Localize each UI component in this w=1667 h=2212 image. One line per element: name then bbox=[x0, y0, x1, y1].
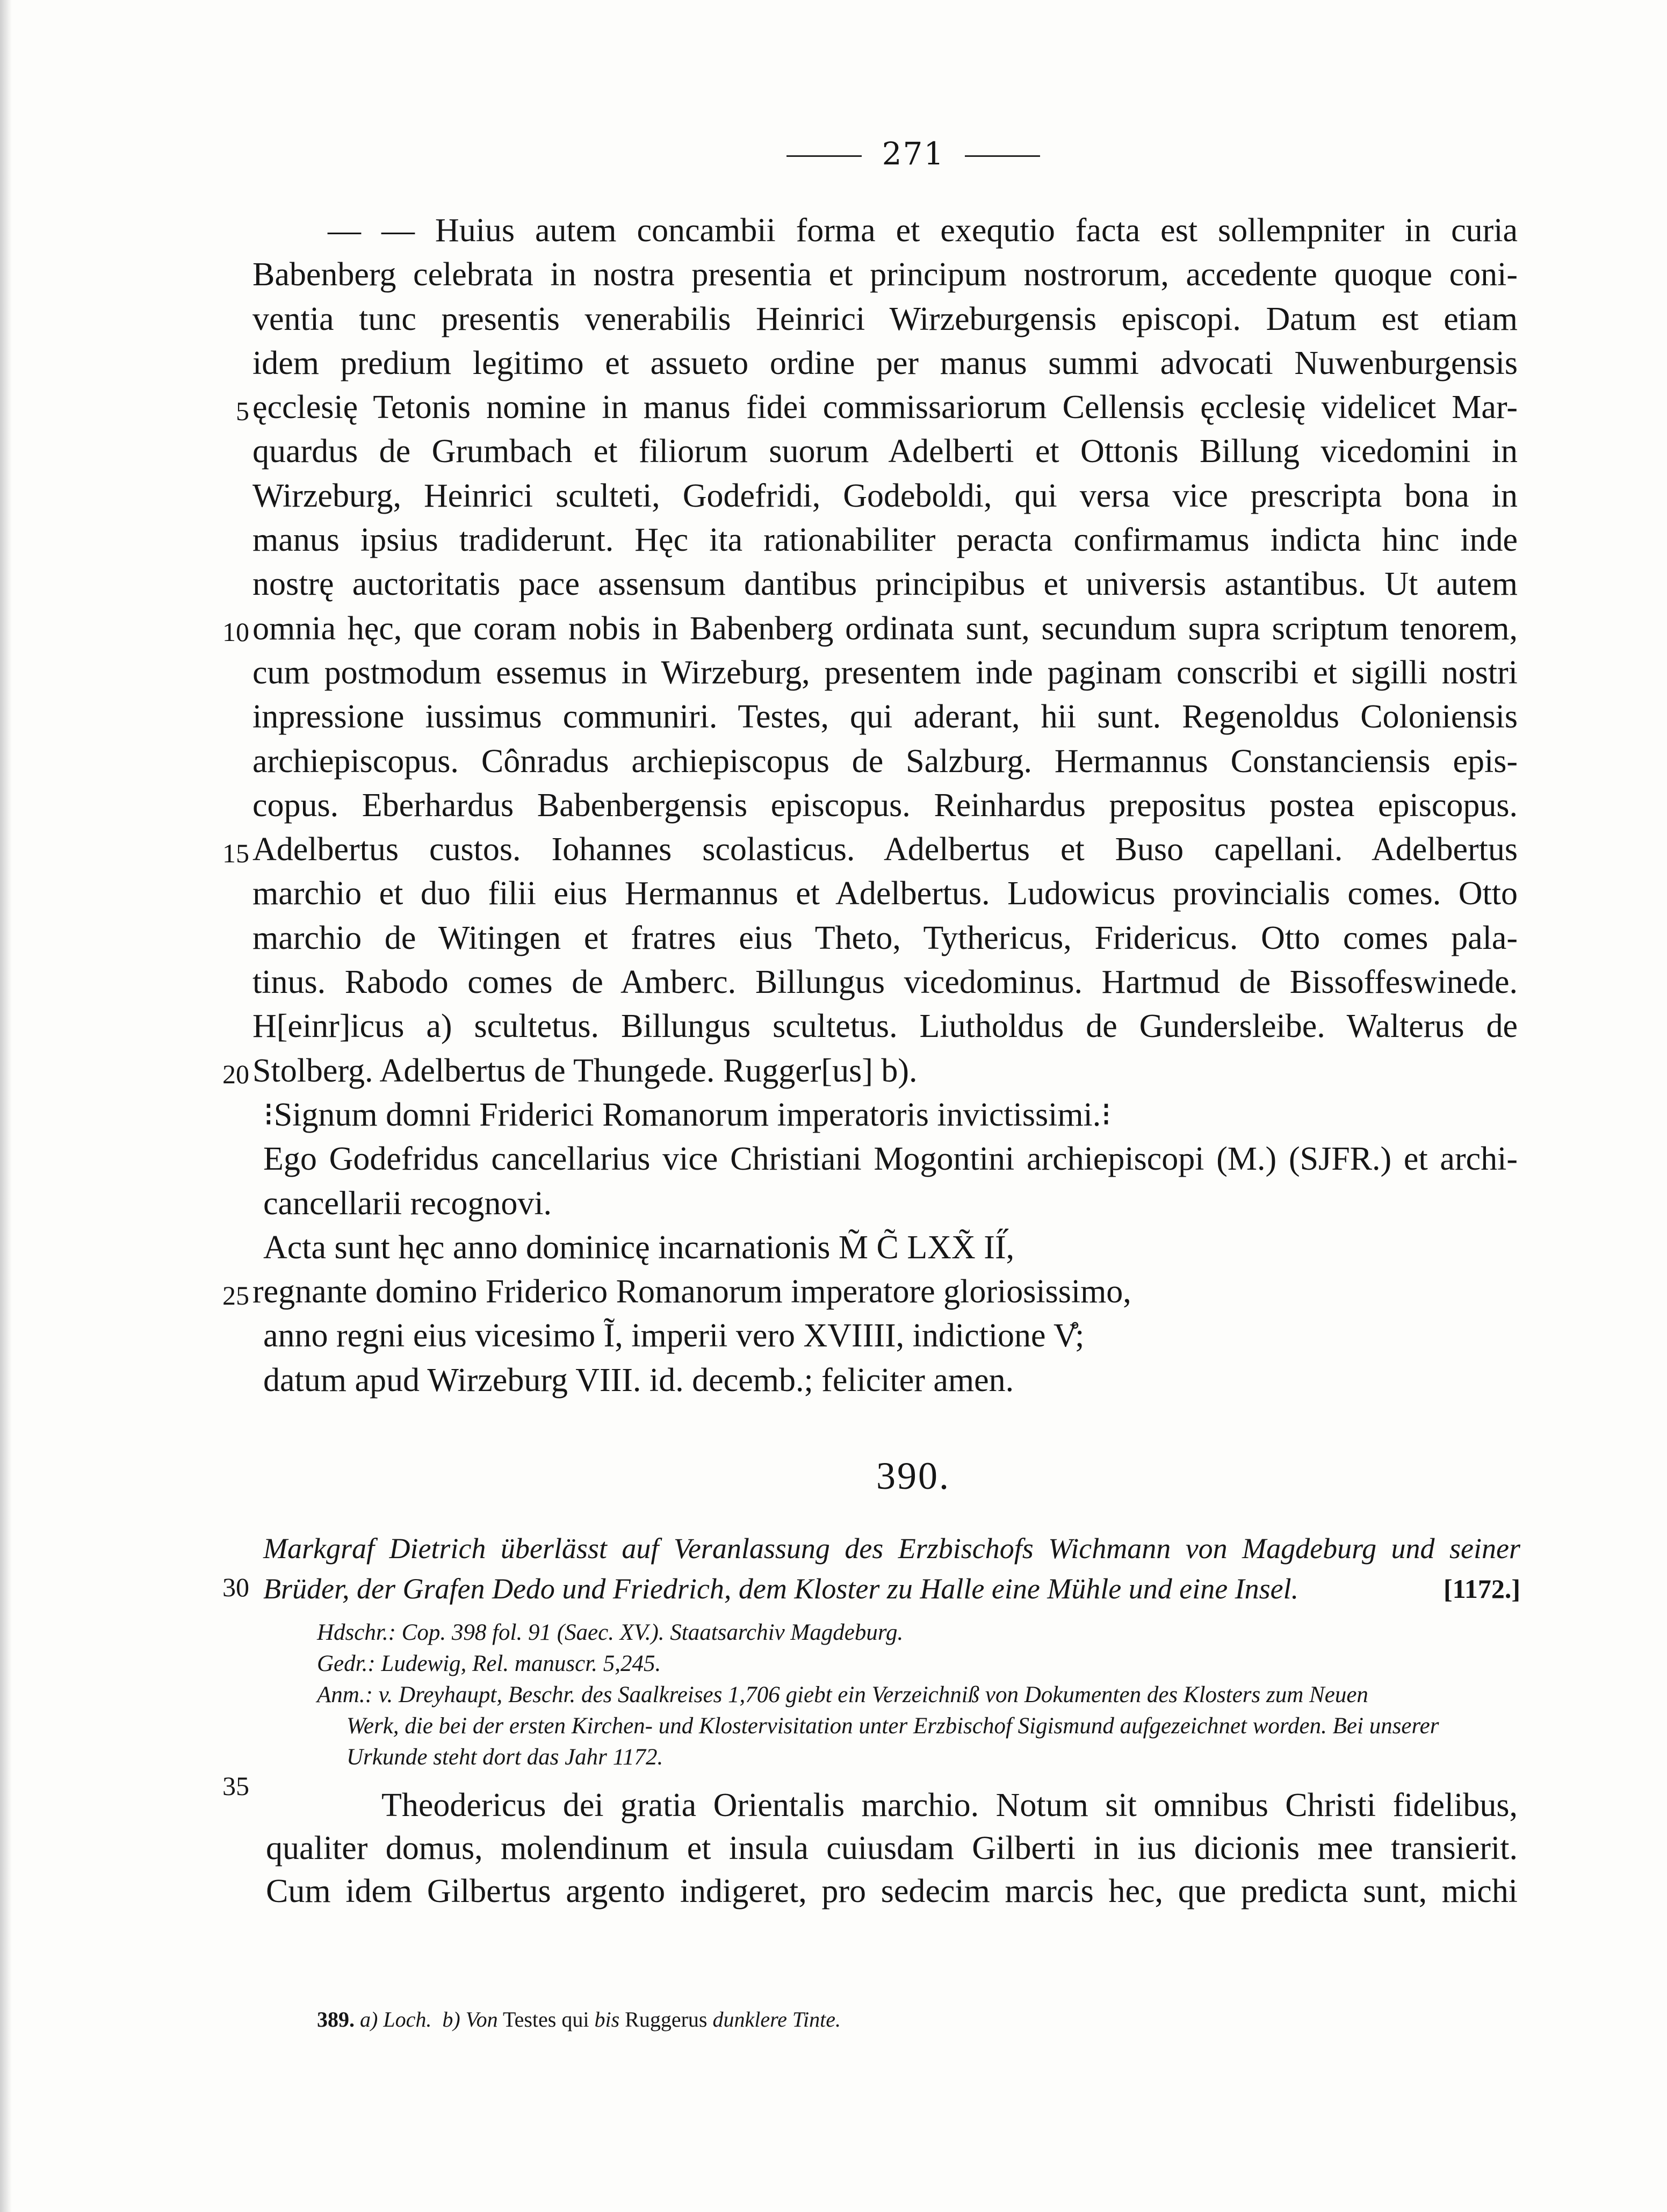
text-line: copus. Eberhardus Babenbergensis episcopus. Reinhardus prepositus postea episcopus. bbox=[252, 787, 1518, 824]
footnote-b-word1: Testes qui bbox=[502, 2007, 589, 2031]
text-line: cum postmodum essemus in Wirzeburg, presentem inde paginam conscribi et sigilli nostri bbox=[252, 654, 1518, 691]
line-number-35: 35 bbox=[222, 1771, 249, 1801]
page-edge-shadow bbox=[0, 0, 12, 2212]
recognition-line: Ego Godefridus cancellarius vice Christiani Mogontini archiepiscopi (M.) (SJFR.) et archi- bbox=[263, 1141, 1518, 1178]
line-number-20: 20 bbox=[222, 1059, 249, 1089]
text-line: marchio de Witingen et fratres eius Theto, Tythericus, Fridericus. Otto comes pala- bbox=[252, 919, 1518, 956]
text-line: idem predium legitimo et assueto ordine per manus summi advocati Nuwenburgensis bbox=[252, 344, 1518, 381]
document-number: 390. bbox=[876, 1454, 950, 1497]
regest-date: [1172.] bbox=[1443, 1574, 1520, 1604]
regest-line: Markgraf Dietrich überlässt auf Veranlassung des Erzbischofs Wichmann von Magdeburg und seiner bbox=[263, 1532, 1520, 1565]
text-line: ventia tunc presentis venerabilis Heinrici Wirzeburgensis episcopi. Datum est etiam bbox=[252, 300, 1518, 337]
text-line: archiepiscopus. Cônradus archiepiscopus de Salzburg. Hermannus Constanciensis epis- bbox=[252, 743, 1518, 780]
line-number-5: 5 bbox=[236, 396, 249, 426]
text-line: tinus. Rabodo comes de Amberc. Billungus vicedominus. Hartmud de Bissoffeswinede. bbox=[252, 964, 1518, 1001]
footnote-b-post: dunklere Tinte. bbox=[712, 2007, 841, 2031]
text-line: Wirzeburg, Heinrici sculteti, Godefridi, Godeboldi, qui versa vice prescripta bona in bbox=[252, 477, 1518, 514]
page-number bbox=[0, 135, 1667, 172]
apparatus-note-cont: Werk, die bei der ersten Kirchen- und Klostervisitation unter Erzbischof Sigismund aufgezeichnet worden. Bei unserer bbox=[347, 1713, 1439, 1739]
text-line: — — Huius autem concambii forma et exequtio facta est sollempniter in curia bbox=[328, 212, 1518, 249]
text-line: manus ipsius tradiderunt. Hęc ita rationabiliter peracta confirmamus indicta hinc inde bbox=[252, 522, 1518, 559]
datum-line: datum apud Wirzeburg VIII. id. decemb.; feliciter amen. bbox=[263, 1361, 1014, 1399]
text-line: H[einr]icus a) scultetus. Billungus scultetus. Liutholdus de Gundersleibe. Walterus de bbox=[252, 1008, 1518, 1045]
text-line: Cum idem Gilbertus argento indigeret, pro sedecim marcis hec, que predicta sunt, michi bbox=[266, 1873, 1518, 1910]
apparatus-note: Anm.: v. Dreyhaupt, Beschr. des Saalkreises 1,706 giebt ein Verzeichniß von Dokumenten des Klosters zum Neuen bbox=[317, 1682, 1368, 1707]
apparatus-manuscript: Hdschr.: Cop. 398 fol. 91 (Saec. XV.). Staatsarchiv Magdeburg. bbox=[317, 1620, 904, 1645]
text-line: qualiter domus, molendinum et insula cuiusdam Gilberti in ius dicionis mee transierit. bbox=[266, 1830, 1518, 1867]
text-line: cancellarii recognovi. bbox=[263, 1185, 552, 1222]
main-text-block bbox=[252, 208, 1518, 1402]
page-number-text: 271 bbox=[882, 135, 945, 172]
line-number-25: 25 bbox=[222, 1280, 249, 1310]
page-number-rule-right bbox=[965, 155, 1040, 157]
text-line: quardus de Grumbach et filiorum suorum Adelberti et Ottonis Billung vicedomini in bbox=[252, 433, 1518, 470]
apparatus-note-cont: Urkunde steht dort das Jahr 1172. bbox=[347, 1745, 663, 1770]
text-line: inpressione iussimus communiri. Testes, qui aderant, hii sunt. Regenoldus Coloniensis bbox=[252, 698, 1518, 736]
page-number-rule-left bbox=[786, 155, 862, 157]
text-line: Babenberg celebrata in nostra presentia et principum nostrorum, accedente quoque coni- bbox=[252, 256, 1518, 293]
text-line: ęcclesię Tetonis nomine in manus fidei commissariorum Cellensis ęcclesię videlicet Mar- bbox=[252, 389, 1518, 426]
datum-line: anno regni eius vicesimo Ĩ, imperii vero XVIIII, indictione V̊; bbox=[263, 1317, 1085, 1354]
signum-line: ⁝Signum domni Friderici Romanorum imperatoris invictissimi.⁝ bbox=[263, 1096, 1112, 1133]
text-line: Theodericus dei gratia Orientalis marchio. Notum sit omnibus Christi fidelibus, bbox=[381, 1787, 1518, 1824]
footnote-b-mid: bis bbox=[594, 2007, 620, 2031]
footnote-b-pre: Von bbox=[465, 2007, 498, 2031]
line-number-30: 30 bbox=[222, 1572, 249, 1602]
footnote-b-label: b) bbox=[442, 2007, 460, 2031]
regest-line-last bbox=[263, 1569, 1520, 1609]
datum-line: Acta sunt hęc anno dominicę incarnationis M̃ C̃ LXX̃ II̋, bbox=[263, 1229, 1015, 1266]
regest-line-text: Brüder, der Grafen Dedo und Friedrich, dem Kloster zu Halle eine Mühle und eine Insel. bbox=[263, 1573, 1299, 1605]
footnote-number: 389. bbox=[317, 2007, 355, 2031]
regest bbox=[263, 1529, 1520, 1609]
text-line: marchio et duo filii eius Hermannus et Adelbertus. Ludowicus provincialis comes. Otto bbox=[252, 875, 1518, 912]
line-number-10: 10 bbox=[222, 617, 249, 647]
apparatus bbox=[317, 1617, 1515, 1773]
document-text bbox=[266, 1784, 1518, 1913]
line-number-15: 15 bbox=[222, 838, 249, 868]
footnote-b-word2: Ruggerus bbox=[625, 2007, 708, 2031]
footnote-a-text: Loch. bbox=[383, 2007, 432, 2031]
datum-line: regnante domino Friderico Romanorum imperatore gloriosissimo, bbox=[252, 1273, 1131, 1310]
footnote bbox=[317, 2007, 841, 2032]
footnote-a-label: a) bbox=[360, 2007, 378, 2031]
apparatus-printed: Gedr.: Ludewig, Rel. manuscr. 5,245. bbox=[317, 1651, 661, 1676]
text-line: omnia hęc, que coram nobis in Babenberg ordinata sunt, secundum supra scriptum tenorem, bbox=[252, 610, 1518, 647]
text-line: Stolberg. Adelbertus de Thungede. Rugger[us] b). bbox=[252, 1052, 918, 1089]
text-line: Adelbertus custos. Iohannes scolasticus. Adelbertus et Buso capellani. Adelbertus bbox=[252, 831, 1518, 868]
text-line: nostrę auctoritatis pace assensum dantibus principibus et universis astantibus. Ut autem bbox=[252, 566, 1518, 603]
